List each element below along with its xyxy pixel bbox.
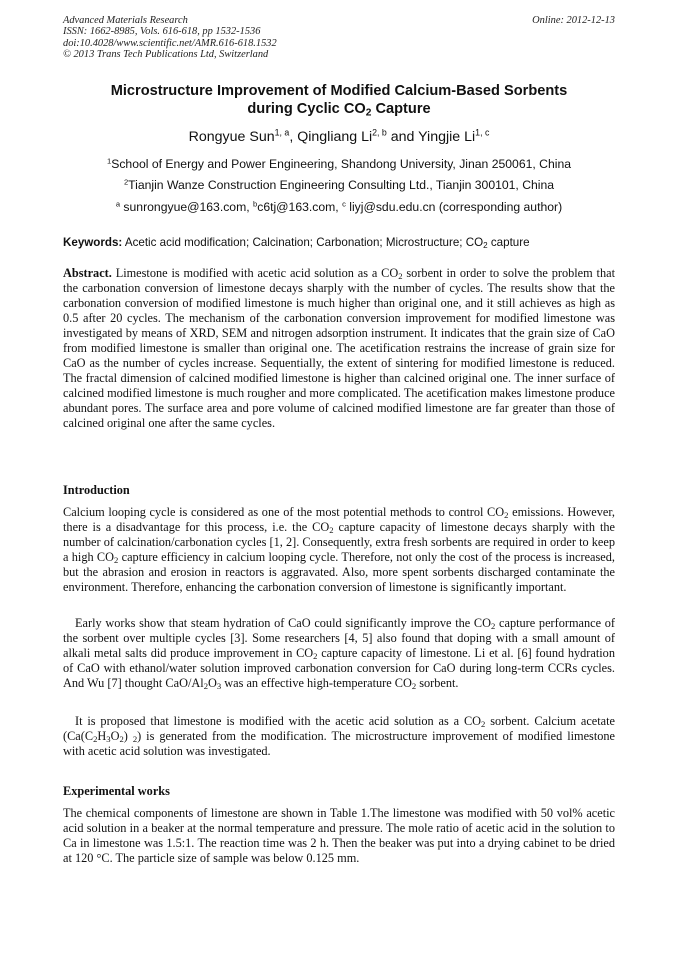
affiliation-1 [60, 157, 618, 171]
subscript: 2 [119, 734, 124, 745]
introduction-paragraph-2 [63, 616, 615, 691]
body-text: sorbent. [416, 676, 459, 690]
body-text: Calcium looping cycle is considered as one of the most potential methods to control CO [63, 505, 505, 519]
keywords-label: Keywords: [63, 236, 123, 249]
title-text: Capture [371, 101, 431, 117]
email-superscript: a [115, 199, 121, 209]
body-text: O [208, 676, 217, 690]
subscript: 2 [504, 510, 509, 521]
abstract-label: Abstract. [63, 266, 112, 280]
body-text: capture performance of the sorbent over multiple cycles [3]. Some researchers [4, 5] also found that doping with a small amount of alkali metal salts did produce improvement in CO [63, 616, 615, 660]
keywords-text: Acetic acid modification; Calcination; Carbonation; Microstructure; CO [122, 236, 484, 249]
affiliation-superscript: 2 [123, 177, 129, 187]
title-text: during Cyclic CO [247, 101, 366, 117]
introduction-paragraph-1 [63, 505, 615, 595]
body-text: sorbent. Calcium acetate (Ca(C [63, 714, 615, 743]
body-text: ) [123, 729, 133, 743]
email-link[interactable]: sunrongyue@163.com, [120, 200, 254, 214]
email-link[interactable]: liyj@sdu.edu.cn (corresponding author) [345, 200, 563, 214]
abstract-text: sorbent in order to solve the problem that the carbonation conversion of limestone decays sharply with the number of cycles. The results show that the carbonation conversion of modified limestone is much higher than original one, and it still achieves as high as 0.5 after 20 cycles. The mechanism of the carbonation conversion improvement for modified limestone was investigated by means of XRD, SEM and nitrogen adsorption instrument. It indicates that the grain size of CaO from modified limestone is smaller than original one. The acetification restrains the increase of grain size for CaO as the number of cycles increase. Sequentially, the extent of sintering for modified limestone is reduced. The fractal dimension of calcined modified limestone is higher than calcined original one. The inner surface of calcined modified limestone is much rougher and more complicated. The acetification makes limestone produce abundant pores. The surface area and pore volume of calcined modified limestone are far greater than those of calcined original one after the same cycles. [63, 266, 615, 430]
subscript: 2 [93, 734, 98, 745]
affiliation-2 [60, 178, 618, 192]
title-line-1: Microstructure Improvement of Modified Calcium-Based Sorbents [110, 83, 568, 99]
author-name: , Qingliang Li [289, 129, 373, 145]
introduction-heading: Introduction [63, 483, 130, 497]
author-superscript: 1, a [274, 127, 290, 138]
author-superscript: 2, b [372, 127, 387, 138]
subscript: 2 [329, 525, 334, 536]
journal-header [63, 15, 277, 61]
subscript: 2 [313, 651, 318, 662]
affiliation-text: Tianjin Wanze Construction Engineering Consulting Ltd., Tianjin 300101, China [128, 178, 555, 192]
experimental-heading: Experimental works [63, 784, 170, 798]
issn-line: ISSN: 1662-8985, Vols. 616-618, pp 1532-1536 [63, 26, 261, 38]
body-text: ) is generated from the modification. The microstructure improvement of modified limestone with acetic acid solution was investigated. [63, 729, 616, 758]
body-text: emissions. However, there is a disadvantage for this process, i.e. the CO [63, 505, 615, 534]
body-text: It is proposed that limestone is modified with the acetic acid solution as a CO [75, 714, 482, 728]
subscript: 2 [398, 271, 403, 282]
title-line-2 [60, 100, 618, 118]
introduction-paragraph-3 [63, 714, 615, 759]
body-text: capture capacity of limestone. Li et al. [6] found hydration of CaO with ethanol/water solution improved carbonation conversion for CaO during long-term CCRs cycles. And Wu [7] thought CaO/Al [63, 646, 615, 690]
keywords-text: capture [487, 236, 530, 249]
body-text: Early works show that steam hydration of CaO could significantly improve the CO [75, 616, 492, 630]
copyright-line: © 2013 Trans Tech Publications Ltd, Switzerland [63, 49, 269, 61]
email-superscript: c [342, 199, 346, 209]
subscript: 3 [216, 681, 222, 692]
keywords-line [63, 236, 623, 249]
email-superscript: b [253, 199, 258, 209]
email-line [60, 200, 618, 214]
author-name: Rongyue Sun [188, 129, 275, 145]
online-date: Online: 2012-12-13 [532, 15, 615, 26]
journal-name: Advanced Materials Research [63, 15, 188, 26]
doi-line: doi:10.4028/www.scientific.net/AMR.616-618.1532 [63, 37, 277, 49]
paper-title [60, 82, 618, 118]
title-subscript: 2 [365, 107, 372, 119]
subscript: 2 [132, 734, 138, 745]
subscript: 3 [106, 734, 111, 745]
subscript: 2 [114, 555, 119, 566]
email-link[interactable]: c6tj@163.com, [257, 200, 343, 214]
author-list [60, 129, 618, 145]
body-text: capture efficiency in calcium looping cycle. Therefore, not only the cost of the process is increased, but the abrasion and erosion in reactors is aggravated. Also, more spent sorbents discharged contaminate the environment. Therefore, enhancing the carbonation conversion of limestone is significantly important. [63, 550, 615, 594]
subscript: 2 [411, 681, 417, 692]
subscript: 2 [203, 681, 208, 692]
keywords-subscript: 2 [483, 241, 488, 251]
experimental-paragraph-1: The chemical components of limestone are shown in Table 1.The limestone was modified with 50 vol% acetic acid solution in a beaker at the normal temperature and pressure. The mole ratio of acetic acid in the solution to Ca in limestone was 1.5:1. The reaction time was 2 h. Then the beaker was put into a drying cabinet to be dried at 120 °C. The particle size of sample was below 0.125 mm. [63, 806, 615, 865]
subscript: 2 [481, 719, 486, 730]
abstract-paragraph [63, 266, 615, 431]
affiliation-superscript: 1 [106, 156, 112, 166]
body-text: H [97, 729, 107, 743]
author-name: and Yingjie Li [386, 129, 476, 145]
body-text: was an effective high-temperature CO [221, 676, 412, 690]
body-text: O [110, 729, 120, 743]
abstract-text: Limestone is modified with acetic acid solution as a CO [111, 266, 399, 280]
affiliation-text: School of Energy and Power Engineering, Shandong University, Jinan 250061, China [111, 157, 571, 171]
author-superscript: 1, c [475, 127, 490, 138]
subscript: 2 [491, 621, 496, 632]
body-text: capture capacity of limestone decays sharply with the number of calcination/carbonation cycles [1, 2]. Consequently, extra fresh sorbents are required in order to keep a high CO [63, 520, 615, 564]
